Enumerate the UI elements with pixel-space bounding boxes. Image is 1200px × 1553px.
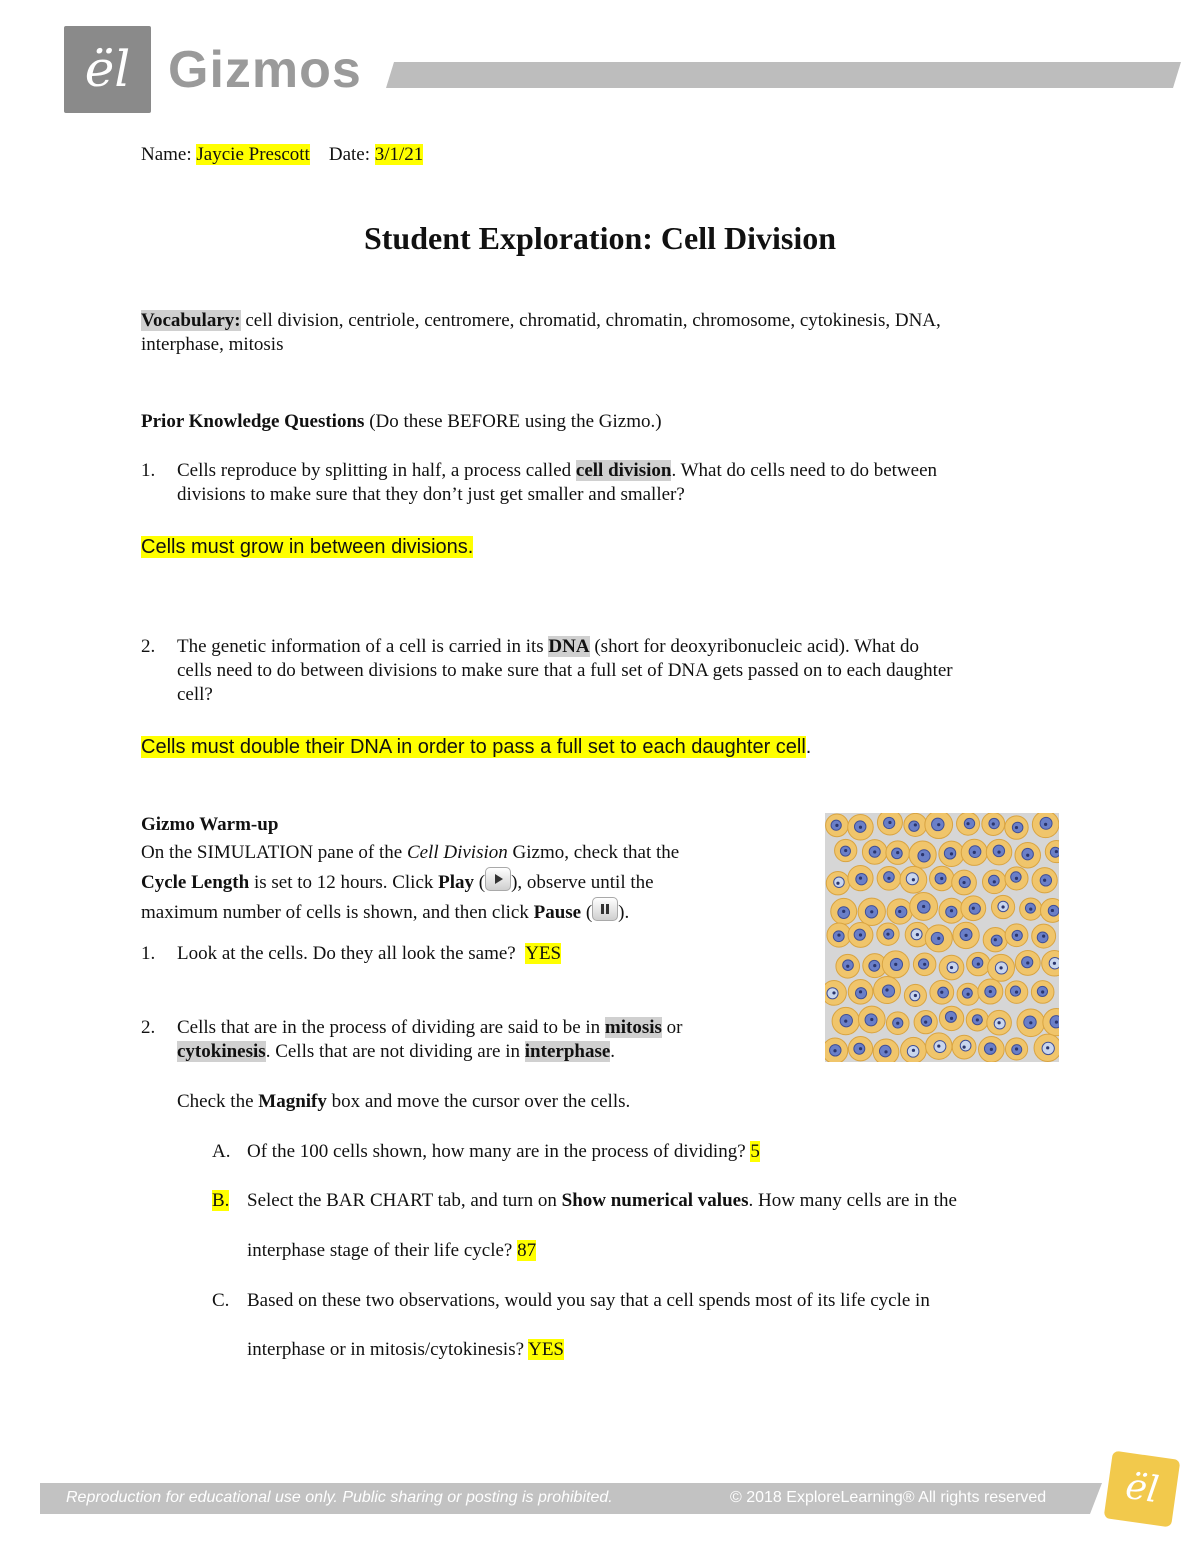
sub-b-label	[212, 1189, 229, 1213]
cell	[848, 923, 873, 948]
cell	[858, 1006, 885, 1033]
cell	[967, 952, 990, 975]
cell	[913, 953, 936, 976]
paren-open: (	[478, 872, 486, 893]
warmup-gizmo-name: Cell Division	[406, 842, 508, 863]
cell	[991, 895, 1014, 918]
cell	[900, 866, 927, 893]
question-1	[177, 459, 1077, 507]
prior-knowledge-note: (Do these BEFORE using the Gizmo.)	[369, 411, 662, 432]
header-bar	[386, 62, 1181, 88]
cell	[904, 984, 926, 1006]
brand-title: Gizmos	[168, 41, 362, 99]
cell	[831, 898, 857, 924]
cell	[825, 1038, 848, 1062]
answer-2-text: Cells must double their DNA in order to pass a full set to each daughter cell	[141, 736, 806, 758]
cell	[983, 928, 1007, 952]
cell	[901, 1037, 927, 1062]
question-2-text: The genetic information of a cell is carried in its	[177, 636, 544, 657]
sub-c-text1: Based on these two observations, would you say that a cell spends most of its life cycle in	[247, 1290, 930, 1311]
cell	[982, 813, 1005, 835]
cell	[939, 955, 964, 980]
cell	[930, 866, 954, 890]
paren-open-2: (	[585, 902, 593, 923]
cell	[914, 1011, 937, 1034]
play-icon	[485, 867, 511, 891]
cell	[848, 1037, 872, 1061]
sub-c-line2-text: interphase or in mitosis/cytokinesis?	[247, 1339, 525, 1360]
cell	[957, 983, 979, 1005]
cell	[978, 979, 1003, 1004]
cell	[979, 1037, 1005, 1062]
warmup-intro-3d: ).	[618, 902, 630, 923]
vocabulary	[141, 309, 1081, 357]
cell	[1032, 924, 1056, 948]
warmup-q2	[177, 1016, 797, 1064]
cell	[835, 839, 857, 861]
sub-b	[247, 1189, 1077, 1213]
warmup-q2-l1c: or	[666, 1017, 683, 1038]
sub-b-text2: . How many cells are in the	[748, 1190, 957, 1211]
cell	[930, 980, 954, 1004]
name-label: Name:	[141, 144, 192, 165]
cell	[1045, 841, 1059, 863]
sub-a-answer: 5	[750, 1141, 760, 1162]
vocabulary-line1: cell division, centriole, centromere, chromatid, chromatin, chromosome, cytokinesis, DNA,	[245, 310, 941, 331]
cell	[825, 981, 846, 1006]
cell	[987, 1010, 1012, 1035]
play-term: Play	[438, 872, 475, 893]
warmup-q2-l2b: . Cells that are not dividing are in	[265, 1041, 521, 1062]
cell	[925, 813, 953, 839]
magnify-instruction	[177, 1090, 630, 1114]
cell	[827, 923, 851, 947]
cell	[1043, 1009, 1059, 1036]
warmup-q1-text: Look at the cells. Do they all look the same?	[177, 943, 516, 964]
cell	[1005, 1038, 1027, 1060]
answer-1	[141, 534, 473, 560]
sub-c	[247, 1289, 1077, 1313]
warmup-q1-answer: YES	[525, 943, 562, 964]
prior-knowledge-title: Prior Knowledge Questions	[141, 411, 365, 432]
pause-icon	[592, 897, 618, 921]
question-1-text: Cells reproduce by splitting in half, a process called	[177, 460, 572, 481]
warmup-intro-3a: maximum number of cells is shown, and then click	[141, 902, 529, 923]
warmup-q1-number: 1.	[141, 943, 156, 964]
cell	[1020, 898, 1042, 920]
term-cytokinesis: cytokinesis	[177, 1041, 266, 1062]
question-2	[177, 635, 1077, 707]
cell	[826, 814, 849, 837]
warmup-q2-l1a: Cells that are in the process of dividing are said to be in	[177, 1017, 601, 1038]
magnify-term: Magnify	[258, 1091, 327, 1112]
cell	[952, 1035, 976, 1059]
sub-a-label: A.	[212, 1141, 231, 1162]
answer-2-tail: .	[805, 736, 812, 758]
term-dna: DNA	[548, 636, 590, 657]
warmup-heading: Gizmo Warm-up	[141, 814, 279, 835]
cell	[1005, 867, 1028, 890]
pause-term: Pause	[533, 902, 582, 923]
warmup-intro-1c: Gizmo, check that the	[512, 842, 680, 863]
date-value: 3/1/21	[374, 144, 424, 165]
term-interphase: interphase	[524, 1041, 611, 1062]
sub-b-answer: 87	[517, 1240, 537, 1261]
cell	[904, 813, 927, 836]
sub-b-line2-text: interphase stage of their life cycle?	[247, 1240, 513, 1261]
name-date-line	[141, 143, 423, 167]
footer-logo-mark: ël	[1122, 1465, 1162, 1512]
logo-mark: ël	[84, 40, 131, 98]
cell	[925, 925, 952, 952]
sub-b-line2	[247, 1239, 536, 1263]
cell	[1034, 1034, 1059, 1061]
cells-svg	[825, 813, 1059, 1062]
cell	[832, 1007, 859, 1034]
cell	[1005, 816, 1028, 839]
warmup-intro	[141, 811, 801, 927]
explorelearning-logo-icon	[64, 26, 151, 113]
cell	[882, 951, 909, 978]
cell	[1042, 951, 1059, 977]
cell	[953, 922, 979, 948]
cell	[966, 1009, 988, 1031]
cell	[982, 870, 1006, 894]
footer-disclaimer: Reproduction for educational use only. Public sharing or posting is prohibited.	[66, 1489, 613, 1506]
cell-division-simulation-image	[825, 813, 1059, 1062]
question-1-number: 1.	[141, 460, 156, 481]
cell	[910, 893, 938, 921]
cell	[1015, 950, 1040, 975]
sub-a	[247, 1140, 760, 1164]
cell	[961, 896, 986, 921]
cell	[877, 813, 902, 835]
question-1-line2: divisions to make sure that they don’t just get smaller and smaller?	[177, 484, 685, 505]
warmup-q2-number: 2.	[141, 1017, 156, 1038]
vocabulary-label: Vocabulary:	[141, 310, 241, 331]
cell	[848, 866, 873, 891]
cell	[986, 839, 1012, 865]
warmup-q2-l2d: .	[610, 1041, 616, 1062]
cell	[988, 954, 1015, 981]
cycle-length-term: Cycle Length	[141, 872, 250, 893]
cell	[909, 841, 936, 868]
cell	[848, 815, 874, 841]
warmup-intro-2b: is set to 12 hours. Click	[253, 872, 434, 893]
warmup-q1	[177, 942, 561, 966]
cell	[1005, 981, 1027, 1003]
warmup-intro-1a: On the SIMULATION pane of the	[141, 842, 403, 863]
sub-a-text: Of the 100 cells shown, how many are in the process of dividing?	[247, 1141, 746, 1162]
cell	[836, 954, 860, 978]
cell	[939, 841, 964, 866]
cell	[961, 839, 987, 865]
cell	[886, 841, 910, 865]
question-2-line2: cells need to do between divisions to make sure that a full set of DNA gets passed on to each daughter	[177, 660, 953, 681]
sub-c-label: C.	[212, 1290, 230, 1311]
cell	[1005, 924, 1028, 947]
cell	[1032, 868, 1057, 893]
cell	[926, 1033, 952, 1059]
warmup-intro-2e: ), observe until the	[511, 872, 654, 893]
show-numerical-values-term: Show numerical values	[561, 1190, 749, 1211]
cell	[873, 1039, 899, 1062]
sub-b-text1: Select the BAR CHART tab, and turn on	[247, 1190, 557, 1211]
cell	[957, 813, 980, 835]
question-2-number: 2.	[141, 636, 156, 657]
prior-knowledge-heading	[141, 410, 662, 434]
cell	[873, 976, 900, 1003]
cell	[848, 980, 873, 1005]
answer-2	[141, 734, 811, 760]
term-mitosis: mitosis	[604, 1017, 662, 1038]
footer-copyright: © 2018 ExploreLearning® All rights reserved	[730, 1489, 1047, 1506]
sub-c-answer: YES	[528, 1339, 564, 1360]
cell	[1032, 813, 1059, 838]
footer-logo-icon	[1104, 1451, 1181, 1528]
cell	[1031, 981, 1054, 1004]
cell	[1015, 842, 1041, 868]
answer-1-text: Cells must grow in between divisions.	[141, 536, 474, 558]
cell	[939, 1006, 963, 1030]
cell	[858, 898, 885, 925]
cell	[1040, 899, 1059, 923]
question-1-text-post: . What do cells need to do between	[671, 460, 938, 481]
cell	[952, 870, 977, 895]
question-2-text-post: (short for deoxyribonucleic acid). What do	[594, 636, 919, 657]
page-title: Student Exploration: Cell Division	[363, 220, 837, 256]
cell	[826, 872, 849, 895]
sub-b-label-text: B.	[212, 1190, 230, 1211]
check-a: Check the	[177, 1091, 254, 1112]
cell	[862, 840, 887, 865]
cell	[877, 923, 899, 945]
term-cell-division: cell division	[575, 460, 672, 481]
cell	[887, 899, 912, 924]
sub-c-line2	[247, 1338, 564, 1362]
question-2-line3: cell?	[177, 684, 213, 705]
date-label: Date:	[328, 144, 370, 165]
cell	[1017, 1009, 1045, 1037]
cell	[877, 866, 901, 890]
cell	[939, 898, 964, 923]
name-value: Jaycie Prescott	[196, 144, 310, 165]
check-c: box and move the cursor over the cells.	[331, 1091, 631, 1112]
vocabulary-line2: interphase, mitosis	[141, 334, 284, 355]
cell	[886, 1012, 909, 1035]
